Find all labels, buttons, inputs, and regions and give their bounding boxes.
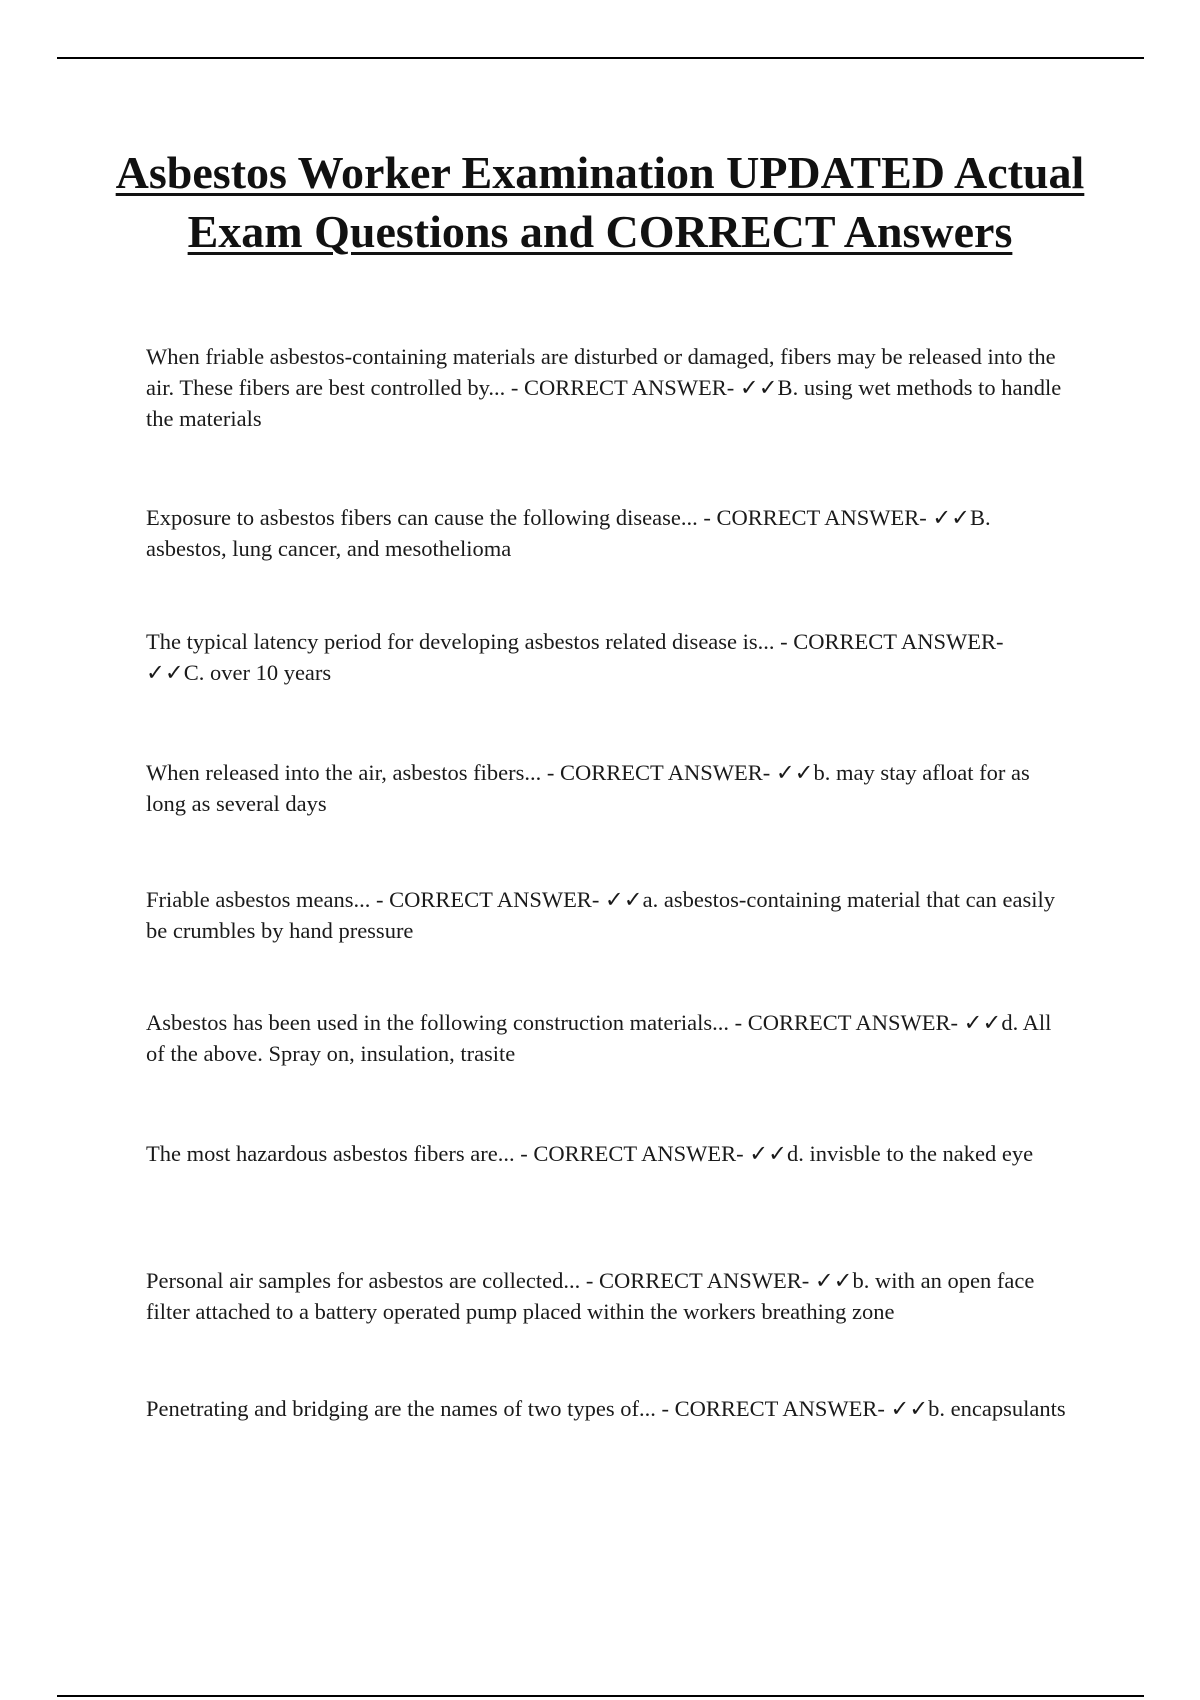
question-item-5: Friable asbestos means... - CORRECT ANSWER- ✓✓a. asbestos-containing material that can easily be crumbles by hand pressure (146, 887, 1055, 943)
question-item-1: When friable asbestos-containing materials are disturbed or damaged, fibers may be released into the air. These fibers are best controlled by... - CORRECT ANSWER- ✓✓B. using wet methods to handle the materials (146, 344, 1062, 431)
question-item-7: The most hazardous asbestos fibers are... - CORRECT ANSWER- ✓✓d. invisble to the naked eye (146, 1141, 1034, 1166)
question-item-6: Asbestos has been used in the following construction materials... - CORRECT ANSWER- ✓✓d. All of the above. Spray on, insulation, trasite (146, 1010, 1052, 1066)
question-item-9: Penetrating and bridging are the names of two types of... - CORRECT ANSWER- ✓✓b. encapsulants (146, 1396, 1066, 1421)
question-item-4: When released into the air, asbestos fibers... - CORRECT ANSWER- ✓✓b. may stay afloat for as long as several days (146, 760, 1030, 816)
question-item-8: Personal air samples for asbestos are collected... - CORRECT ANSWER- ✓✓b. with an open face filter attached to a battery operated pump placed within the workers breathing zone (146, 1268, 1035, 1324)
bottom-divider (57, 1695, 1144, 1697)
question-item-3: The typical latency period for developing asbestos related disease is... - CORRECT ANSWER- ✓✓C. over 10 years (146, 629, 1004, 685)
top-divider (57, 57, 1144, 59)
question-item-2: Exposure to asbestos fibers can cause the following disease... - CORRECT ANSWER- ✓✓B. asbestos, lung cancer, and mesothelioma (146, 505, 991, 561)
document-title: Asbestos Worker Examination UPDATED Actual Exam Questions and CORRECT Answers (115, 147, 1085, 257)
